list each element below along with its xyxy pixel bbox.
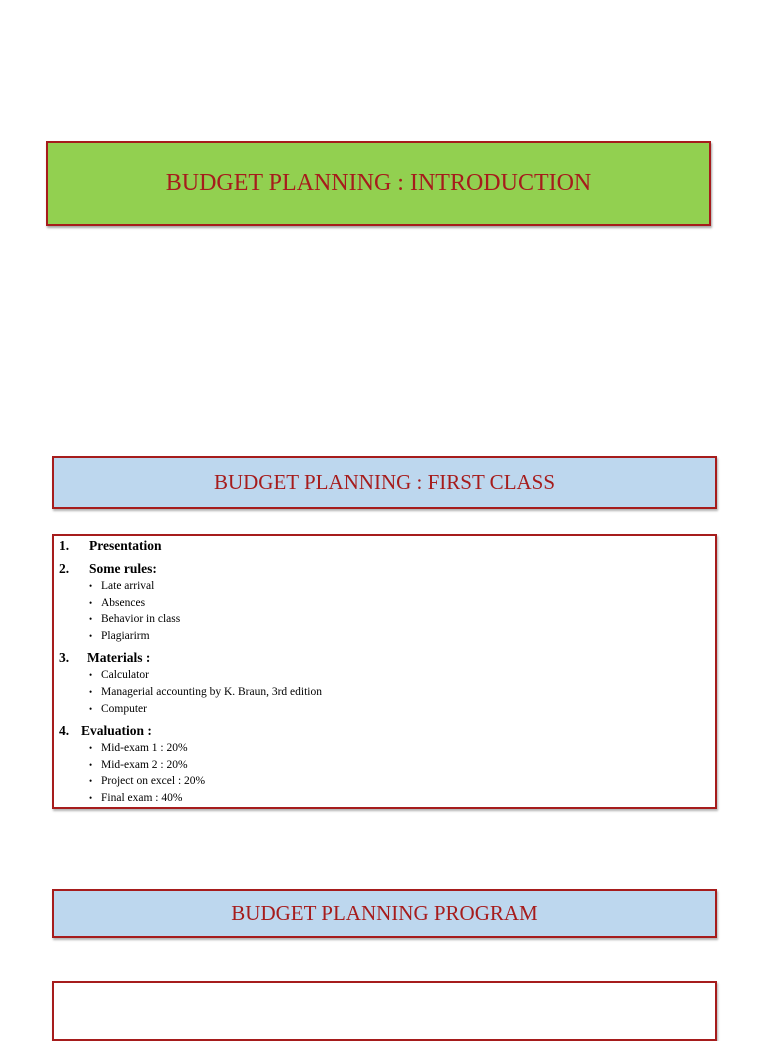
section-number: 2. bbox=[59, 561, 70, 576]
bullet-icon: • bbox=[89, 581, 93, 591]
list-item: • Mid-exam 1 : 20% bbox=[87, 740, 710, 757]
bullet-icon: • bbox=[89, 670, 93, 681]
program-title-box bbox=[52, 889, 717, 938]
list-item: • Plagiarirm bbox=[87, 628, 710, 645]
section-presentation bbox=[59, 537, 710, 555]
section-number: 1. bbox=[59, 538, 70, 553]
first-class-title: BUDGET PLANNING : FIRST CLASS bbox=[213, 470, 556, 494]
first-class-content-box bbox=[52, 534, 717, 809]
section-label: Presentation bbox=[89, 538, 162, 553]
list-item: • Project on excel : 20% bbox=[87, 773, 710, 790]
intro-title: BUDGET PLANNING : INTRODUCTION bbox=[165, 170, 592, 196]
bullet-list bbox=[59, 740, 710, 806]
section-some-rules bbox=[59, 560, 710, 644]
section-label: Materials : bbox=[87, 650, 151, 666]
list-item: • Final exam : 40% bbox=[87, 790, 710, 807]
intro-title-box bbox=[46, 141, 711, 226]
program-title: BUDGET PLANNING PROGRAM bbox=[231, 901, 538, 925]
bullet-icon: • bbox=[89, 597, 93, 608]
bullet-icon: • bbox=[89, 630, 93, 641]
list-item: • Computer bbox=[87, 701, 710, 718]
bullet-list bbox=[59, 578, 710, 644]
bullet-list bbox=[59, 667, 710, 717]
section-label: Evaluation : bbox=[81, 723, 152, 739]
section-label: Some rules: bbox=[89, 561, 157, 576]
list-item: • Behavior in class bbox=[87, 611, 710, 628]
section-number: 3. bbox=[59, 650, 70, 666]
list-item: • Absences bbox=[87, 595, 710, 612]
section-evaluation bbox=[59, 722, 710, 806]
program-content-box bbox=[52, 981, 717, 1041]
section-materials bbox=[59, 649, 710, 717]
list-item: • Calculator bbox=[87, 667, 710, 684]
section-number: 4. bbox=[59, 723, 70, 739]
bullet-icon: • bbox=[89, 703, 93, 714]
bullet-icon: • bbox=[89, 686, 93, 697]
bullet-icon: • bbox=[89, 759, 93, 770]
bullet-icon: • bbox=[89, 776, 93, 787]
bullet-icon: • bbox=[89, 743, 93, 754]
section-list bbox=[59, 537, 710, 807]
bullet-icon: • bbox=[89, 614, 93, 625]
bullet-icon: • bbox=[89, 792, 93, 803]
list-item: • Managerial accounting by K. Braun, 3rd edition bbox=[87, 684, 710, 701]
list-item: • Mid-exam 2 : 20% bbox=[87, 757, 710, 774]
list-item: • Late arrival bbox=[87, 578, 710, 595]
first-class-title-box bbox=[52, 456, 717, 509]
